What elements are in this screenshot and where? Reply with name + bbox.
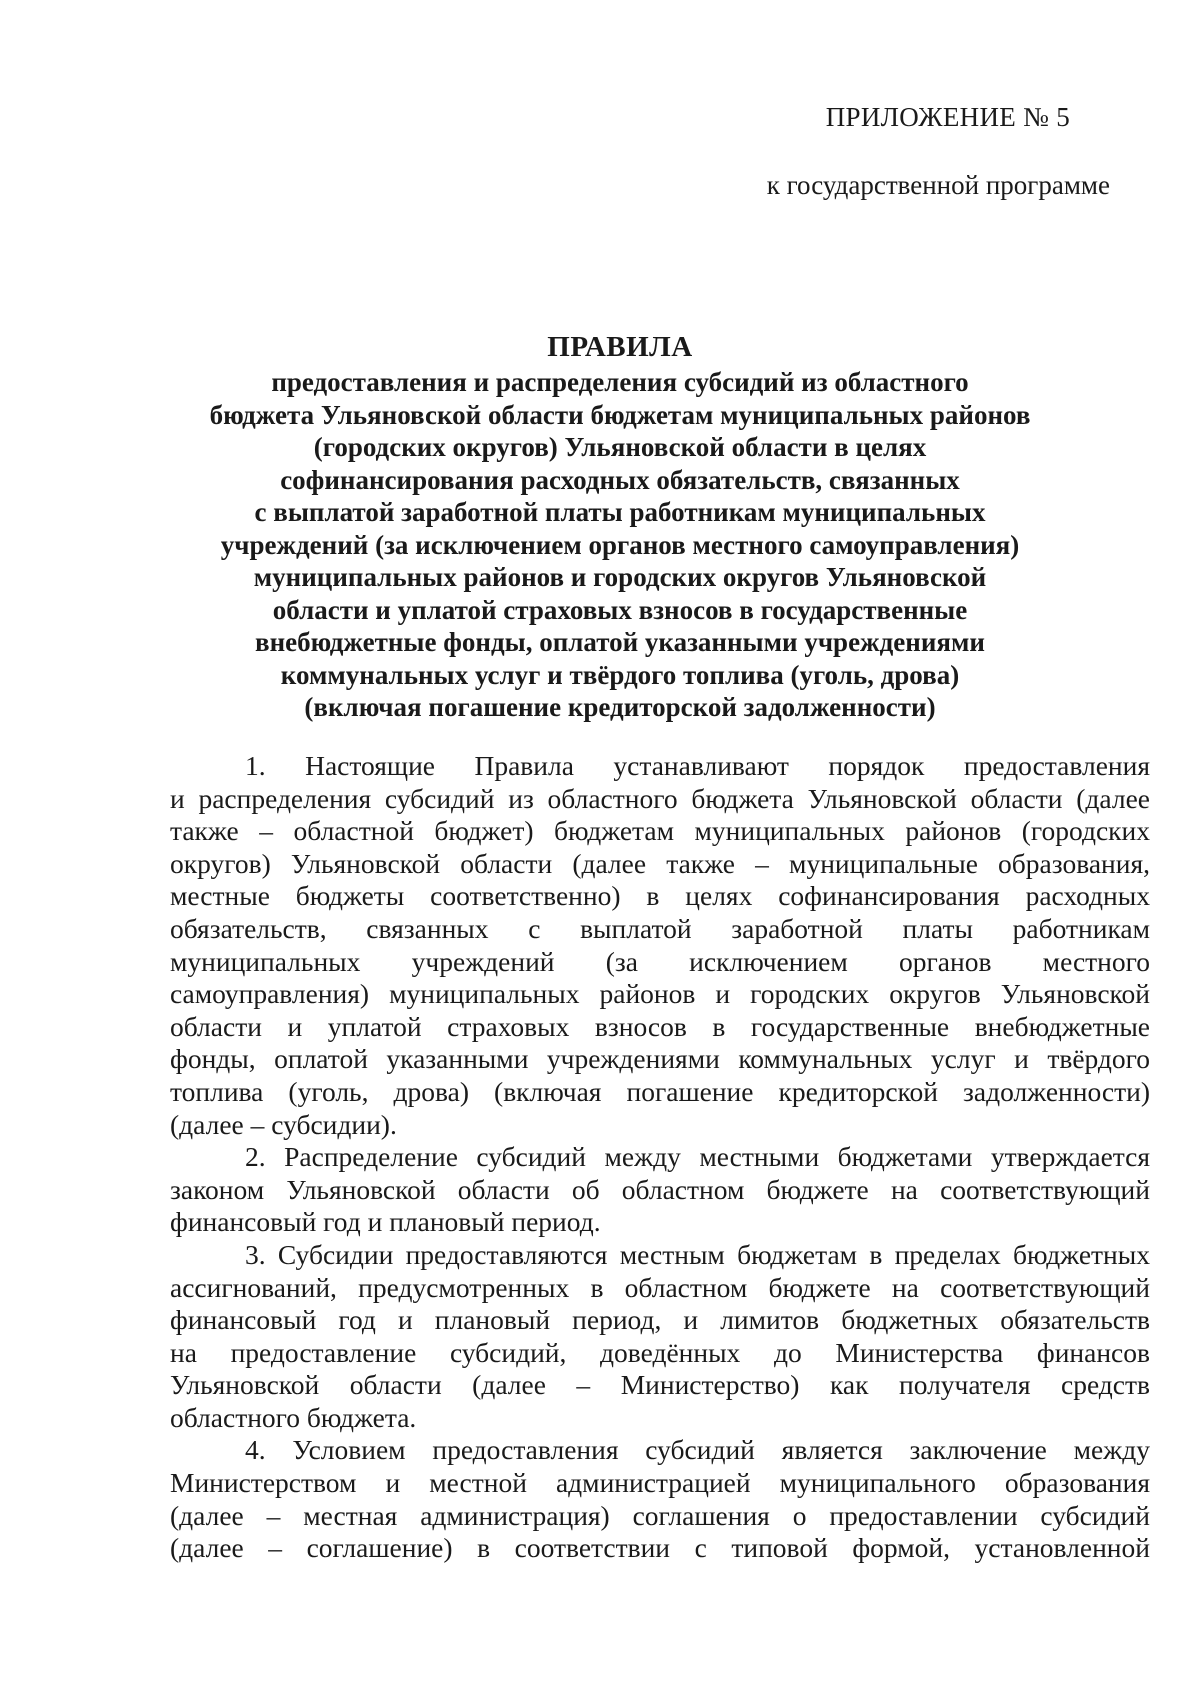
paragraph-line: округов) Ульяновской области (далее также – муниципальные образования, [170,847,1150,879]
title-line: коммунальных услуг и твёрдого топлива (уголь, дрова) [280,659,960,690]
paragraph-line: самоуправления) муниципальных районов и городских округов Ульяновской [170,978,1150,1010]
title-line: предоставления и распределения субсидий из областного [271,367,969,397]
paragraph-line: (далее – субсидии). [170,1108,397,1140]
paragraph-line: топлива (уголь, дрова) (включая погашение кредиторской задолженности) [170,1075,1150,1107]
paragraph-line: областного бюджета. [170,1401,417,1433]
paragraph-line: на предоставление субсидий, доведённых до Министерства финансов [170,1336,1150,1368]
paragraph-line: фонды, оплатой указанными учреждениями коммунальных услуг и твёрдого [170,1043,1150,1075]
paragraph-line: также – областной бюджет) бюджетам муниципальных районов (городских [170,815,1150,847]
title-line: муниципальных районов и городских округов Ульяновской [253,562,987,592]
appendix-label: ПРИЛОЖЕНИЕ № 5 [825,102,1070,132]
paragraph-line: муниципальных учреждений (за исключением органов местного [170,945,1150,977]
document-body [170,750,1150,1565]
paragraph-line: и распределения субсидий из областного бюджета Ульяновской области (далее [170,782,1150,814]
title-line: области и уплатой страховых взносов в государственные [272,594,968,625]
paragraph-line: законом Ульяновской области об областном бюджете на соответствующий [170,1173,1150,1205]
title-line: учреждений (за исключением органов местного самоуправления) [220,529,1020,560]
paragraph-line: 2. Распределение субсидий между местными бюджетами утверждается [245,1141,1150,1173]
title-line: внебюджетные фонды, оплатой указанными учреждениями [255,627,985,657]
paragraph-line: финансовый год и плановый период. [170,1206,601,1238]
title-line: (включая погашение кредиторской задолженности) [304,692,936,722]
paragraph-line: (далее – соглашение) в соответствии с типовой формой, установленной [170,1532,1150,1564]
paragraph-line: 3. Субсидии предоставляются местным бюджетам в пределах бюджетных [245,1238,1150,1270]
paragraph-line: Министерством и местной администрацией муниципального образования [170,1467,1150,1499]
paragraph-line: ассигнований, предусмотренных в областном бюджете на соответствующий [170,1271,1150,1303]
document-title [160,330,1080,724]
paragraph-line: местные бюджеты соответственно) в целях софинансирования расходных [170,880,1150,912]
paragraph-line: 4. Условием предоставления субсидий является заключение между [245,1434,1150,1466]
appendix-subtitle: к государственной программе [766,170,1110,200]
paragraph-line: Ульяновской области (далее – Министерство) как получателя средств [170,1369,1150,1401]
paragraph-line: области и уплатой страховых взносов в государственные внебюджетные [170,1010,1150,1042]
paragraph-line: (далее – местная администрация) соглашения о предоставлении субсидий [170,1499,1150,1531]
paragraph-line: финансовый год и плановый период, и лимитов бюджетных обязательств [170,1304,1150,1336]
paragraph-line: обязательств, связанных с выплатой заработной платы работникам [170,912,1150,944]
title-line: с выплатой заработной платы работникам муниципальных [254,497,986,527]
title-heading: ПРАВИЛА [547,331,693,363]
title-line: (городских округов) Ульяновской области в целях [313,432,927,462]
title-line: софинансирования расходных обязательств, связанных [280,464,960,495]
paragraph-line: 1. Настоящие Правила устанавливают порядок предоставления [245,750,1150,781]
title-line: бюджета Ульяновской области бюджетам муниципальных районов [209,399,1031,430]
